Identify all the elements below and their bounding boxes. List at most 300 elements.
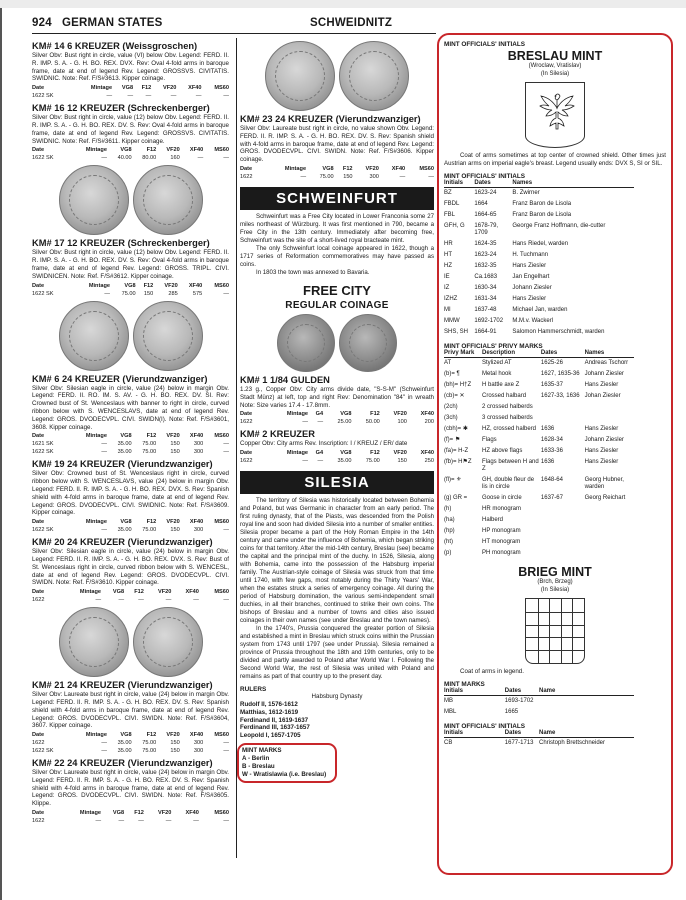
table-cell: — [300,173,307,180]
column-header: VG8 [340,450,352,457]
entry-title: KM# 21 24 KREUZER (Vierundzwanziger) [32,680,213,691]
table-cell: George Franz Hoffmann, die-cutter [512,223,606,229]
paragraph: The territory of Silesia was historically located between Bohemia and Poland, but was Germanic in character from an early period. The first ruling dynasty, that of the Piasts, was descended from the Polish royal line and soon had divided Silesia into a number of smaller entities. Silesia proper became a part of the Holy Roman Empire in the 14th century and came under the influence of Bohemia, which began striking coins for that territory. After the mid-14th century, Breslau (see) became the capital and the principal mint of the duchy. In 1526, Silesia, along with Bohemia, came into the possession of the Habsburg imperial family. The Austrian-style coinage of Silesia was struck from that time until 1740, with few gaps, most notably during the Thirty Years' War, when the estates struck a series of emergency coinage. All during the period of Habsburg domination, the various semi-independent small duchies, in all their branches, continued to strike their own coins. The bishops of Breslau and a number of towns and cities also issued coinages in their own names (see under Breslau and the town names). [240,497,434,625]
column-header: G4 [315,450,324,457]
table-cell: 2 crossed halberds [482,404,533,410]
value-table [240,450,434,465]
coin-obverse-image [59,301,129,371]
table-cell: 1636 [540,426,555,432]
mint-mark: B - Breslau [242,762,275,770]
table-cell: 3 crossed halberds [482,415,533,421]
table-cell: HT [444,252,452,258]
mint-marks-box [237,743,337,783]
coin-obverse-image [59,607,129,677]
column-header: Initials [444,688,505,696]
table-cell: 250 [424,458,434,465]
table-cell: 75.00 [365,458,380,465]
table-cell: Hans Ziesler [584,459,619,465]
table-cell: — [101,449,107,456]
table-header-row [32,85,229,92]
table-cell [585,548,634,559]
table-cell [541,526,585,537]
table-cell: — [193,597,199,604]
column-header: Mintage [284,165,307,172]
table-cell [585,413,634,424]
section-title: GERMAN STATES [61,17,163,29]
table-cell: 35.00 [337,458,352,465]
entry-description: Copper Obv: City arms Rev. Inscription: I / KREUZ / ER/ date [240,440,408,448]
column-header: MS60 [214,589,229,596]
privy-marks-heading: MINT OFFICIALS' PRIVY MARKS [444,343,543,350]
table-cell [541,537,585,548]
table-cell: Franz Baron de Lisola [512,212,572,218]
table-cell: — [223,748,229,755]
shield-grid-line [572,599,573,663]
eagle-coat-of-arms-icon [525,82,585,148]
value-table [32,589,229,604]
header-rule [32,33,436,34]
table-cell: 1664-91 [474,329,497,335]
coin-images [32,607,229,677]
table-row [444,435,634,446]
shield-grid-line [561,599,562,663]
table-cell: Johann Ziesler [584,437,624,443]
column-header: Mintage [286,411,308,418]
table-row [444,210,634,221]
breslau-mint-title: BRESLAU MINT [507,49,603,63]
table-cell: 1624-35 [474,241,497,247]
column-header: VG8 [112,810,125,817]
table-cell: 75.00 [121,290,136,297]
table-row [444,537,634,548]
table-cell: 35.00 [117,748,132,755]
initials-heading: MINT OFFICIALS' INITIALS [444,173,526,180]
breslau-initials-table [444,180,634,338]
coin-obverse-image [59,165,129,235]
table-row [444,457,634,475]
column-header: XF40 [185,589,199,596]
paragraph: Schweinfurt was a Free City located in Lower Franconia some 27 miles northeast of Würzburg. It was first mentioned in 790, became a Free City in the 13th century. Immediately after becoming free, Schweinfurt was the site of a short-lived royal bracteate mint. [240,212,434,244]
table-cell: 100 [397,419,407,426]
table-cell: — [95,597,102,604]
column-header: VF20 [393,411,407,418]
table-cell: 1627, 1635-36 [540,371,580,377]
table-cell [585,504,634,515]
table-row [444,294,634,305]
column-header: Name [539,688,634,696]
table-row [444,358,634,370]
table-cell: Hans Ziesler [512,263,547,269]
table-cell: — [101,527,107,534]
entry-title: KM# 6 24 KREUZER (Vierundzwanziger) [32,373,208,384]
table-cell: Hans Ziesler [584,448,619,454]
table-row [444,548,634,559]
schweinfurt-banner: SCHWEINFURT [240,187,434,210]
column-header: Date [240,165,253,172]
coin-reverse-image [339,314,397,372]
table-cell: 1622 SK [32,748,54,755]
column-header: VF20 [166,433,180,440]
table-cell: 300 [193,748,204,755]
table-cell: 1678-79, 1709 [474,223,499,236]
table-cell: 150 [343,173,353,180]
table-cell: (f)= ⚑ [444,437,461,443]
column-header: XF40 [391,165,406,172]
table-row [32,290,229,298]
table-cell: Flags [482,437,497,443]
table-cell: — [138,818,144,825]
dynasty-label: Habsburg Dynasty [311,693,363,701]
ruler-item: Ferdinand III, 1637-1657 [240,724,310,732]
breslau-alt-names: (Wroclaw, Vratislav) [528,63,582,69]
mint-mark: A - Berlin [242,754,270,762]
table-cell: — [101,155,107,162]
table-cell: — [101,441,107,448]
column-header: Name [539,730,634,738]
column-header: Date [32,282,45,289]
table-row [240,457,434,465]
column-header: VF20 [166,147,180,154]
brieg-coat-description: Coat of arms in legend. [460,668,524,675]
table-header-row [240,166,434,173]
table-cell: 1622 [32,818,45,825]
entry-description: Silver Obv: Bust right in circle, value (12) below Obv. Legend: FERD. II. R. IMP. S. A. - G. H. BO. REX. DV. S. Rev: Oval 4-fold arms in baroque frame, date at end of legend Rev. Legend: GROSS. TRIPL. CIVI. SWIDNICEN. Note: Ref. F/S#3612. Kipper coinage. [32,249,229,280]
table-cell: H. Tuchmann [512,252,549,258]
silesia-history [240,497,434,681]
city-title: SCHWEIDNITZ [310,17,393,29]
column-header: XF40 [189,147,204,154]
table-cell: IZ [444,285,450,291]
table-header-row [32,589,229,596]
table-cell: (g) GR = [444,495,468,501]
table-cell: (fa)= H-Z [444,448,469,454]
table-cell: 1622 [240,419,253,426]
column-header: Dates [505,688,539,696]
column-header: Mintage [286,450,308,457]
breslau-region: (In Silesia) [540,70,570,77]
table-header-row [240,450,434,457]
left-column [32,38,229,825]
table-header-row [444,730,634,738]
table-cell: 1692-1702 [474,318,504,324]
entry-description: Silver Obv: Silesian eagle in circle, value (24) below in margin Obv. Legend: FERD. II. R. IMP. S. A. - G. H. BO. REX. DVX. S. Rev: Bust of St. Wenceslaus right in circle, curved ribbon below with S. WENCESL, date at end of legend Rev. Legend: GROS. DVODECVPL. CIVI. SWIDN. Note: Ref. F/S#3610. Kipper coinage. [32,548,229,587]
table-cell: 40.00 [117,155,132,162]
brieg-alt-names: (Brch, Brzeg) [537,579,573,585]
entry-description: Silver Obv: Laureate bust right in circle, value (24) below in margin Obv. Legend: FERD. II. R. IMP. S. A. - G. H. BO. REX. DV. S. Rev: Spanish shield with 4-fold arms in baroque frame, date at end of legend Rev. Legend: GROS. DVODECVPL. CIVI. SWIDN. Note: Ref. F/S#3604, 3607. Kipper coinage. [32,691,229,730]
table-cell: Stylized AT [482,360,512,366]
table-cell: Hans Ziesler [512,296,547,302]
table-cell: (p) [444,550,452,556]
column-header: F12 [146,147,157,154]
table-cell: Salomon Hammerschmidt, warden [512,329,605,335]
table-cell: 1622 [240,458,253,465]
column-header: Names [585,350,634,358]
column-header: F12 [370,411,380,418]
table-cell [585,515,634,526]
table-cell: HZ [444,263,452,269]
table-row [444,261,634,272]
column-header: XF40 [185,810,199,817]
paragraph: In the 1740's, Prussia conquered the greater portion of Silesia and established a mint in Breslau which struck coins within the Prussian system from 1743 until 1797 (see under Prussia). Silesia remained a province of Prussia throughout the 18th and 19th centuries, only to be divided and partly awarded to Poland after World War I. Following the Second World War, the rest of Silesia was united with Poland and remains as part of that country up to the present day. [240,625,434,681]
table-cell: M.M.v. Wackerl [512,318,554,324]
table-row [32,739,229,747]
column-header: MS60 [214,282,229,289]
entry-title: KM# 17 12 KREUZER (Schreckenberger) [32,238,210,249]
column-header: VG8 [124,282,136,289]
table-cell: 160 [170,155,180,162]
column-header: VF20 [158,810,172,817]
table-cell: 300 [193,441,204,448]
table-cell: (cbh)= ✱ [444,426,468,432]
table-row [444,221,634,239]
column-header: XF40 [189,519,204,526]
table-cell: 1627-33, 1636 [540,393,580,399]
table-cell [585,537,634,548]
table-cell: AT [444,360,452,366]
table-cell: (h) [444,506,452,512]
table-row [444,369,634,380]
silesia-banner: SILESIA [240,471,434,494]
brieg-mint-marks-heading: MINT MARKS [444,680,485,688]
table-cell: GFH, G [444,223,465,229]
table-row [444,424,634,435]
table-cell: 1631-34 [474,296,497,302]
table-cell: B. Zwirner [512,190,540,196]
column-header: Mintage [85,147,107,154]
column-header: Privy Mark [444,350,482,358]
table-cell [541,515,585,526]
table-cell: Halberd [482,517,504,523]
table-cell: (ht) [444,539,453,545]
column-header: F12 [370,450,380,457]
table-cell: 300 [193,449,204,456]
table-cell: — [101,740,107,747]
column-header: VG8 [120,519,132,526]
table-cell: 1665 [504,708,519,715]
entry-title: KM# 14 6 KREUZER (Weissgroschen) [32,41,198,51]
column-header: VG8 [112,589,125,596]
table-cell: — [317,419,324,426]
table-cell: GH, double fleur de lis in circle [482,477,535,490]
column-header: Mintage [85,519,107,526]
table-row [32,596,229,604]
column-header: Mintage [85,732,107,739]
column-header: Date [32,589,45,596]
table-row [444,305,634,316]
schweinfurt-history [240,213,434,277]
ruler-item: Ferdinand II, 1619-1637 [240,716,309,724]
value-table [240,166,434,181]
column-header: Date [32,147,45,154]
table-cell: Jan Engelhart [512,274,550,280]
table-cell: Hans Ziesler [584,382,619,388]
page-number: 924 [32,17,52,29]
table-row [444,515,634,526]
table-cell: IE [444,274,450,280]
table-cell: 150 [170,449,180,456]
table-cell: — [106,93,113,100]
table-row [444,695,634,707]
table-cell: 1677-1713 [504,739,534,746]
entry-title: KM# 2 KREUZER [240,429,315,440]
table-cell: HP monogram [482,528,521,534]
table-cell: 75.00 [142,441,157,448]
table-cell: 1622 SK [32,290,54,297]
table-cell: 200 [424,419,434,426]
table-cell: 300 [369,173,379,180]
column-header: F12 [342,165,353,172]
table-cell: — [165,818,172,825]
table-cell: HZ, crossed halberd [482,426,537,432]
table-cell: PH monogram [482,550,521,556]
entry-description: Silver Obv: Silesian eagle in circle, value (24) below in margin Obv. Legend: FERD. II. RO. IM. S. AV. - G. H. BO. REX. DV. SI. Rev: Crowned bust of St. Wenceslaus with banner to right in circle, curved ribbon below with S. WENCESLAVS, date at end of legend Rev. Legend: GROS. DVODECVPL. CIVI. SWIDN(I). Note: Ref. F/S#3601, 3608. Kipper coinage. [32,384,229,431]
column-header: MS60 [214,433,229,440]
table-row [444,413,634,424]
column-header: G4 [315,411,324,418]
table-cell: (b)= ¶ [444,371,460,377]
entry-description: Silver Obv: Laureate bust right in circle, no value shown Obv. Legend: FERD. II. R. IMP. S. A. - G. H. BO. REX. DV. S. Rev: Spanish shield with 4-fold arms in baroque frame, date at end of legend Rev. Legend: GROS. DVODECVPL. CIVI. SWIDN. Note: Ref. F/S#3606. Kipper coinage. [240,125,434,164]
table-cell: — [223,290,229,297]
table-cell: 1622 SK [32,155,54,162]
entry-title: KM# 19 24 KREUZER (Vierundzwanziger) [32,459,213,470]
table-cell [541,504,585,515]
entry-description: Silver Obv: Crowned bust of St. Wenceslaus right in circle, curved ribbon below with S. WENCESLAVS, value (24) below in margin Obv. Legend: FERD. II. R. IMP. S. A. - G. H. BO. REX. DVX. S. Rev: Spanish shield with 4-fold arms in baroque frame, date at end of legend Rev. Legend: GROS. DVODECVPL. CIVI. SWIDNIC. Note: Ref. F/S#3609. Kipper coinage. [32,470,229,517]
column-header: Date [32,85,45,92]
column-header: VF20 [158,589,172,596]
table-row [444,188,634,200]
value-table [32,433,229,456]
column-header: Mintage [90,85,113,92]
table-cell: 1637-48 [474,307,497,313]
table-row [32,526,229,534]
column-header: VG8 [340,411,352,418]
column-header: Date [240,411,253,418]
coin-images-km23 [240,41,434,111]
table-row [444,316,634,327]
table-row [240,418,434,426]
column-header: VF20 [166,732,180,739]
table-cell: 1625-26 [540,360,563,366]
column-header: VG8 [322,165,334,172]
table-row [444,239,634,250]
column-header: Initials [444,180,474,188]
table-header-row [444,180,634,188]
table-cell: — [145,93,152,100]
coin-images [32,165,229,235]
shield-grid-line [526,650,584,651]
column-header: Initials [444,730,505,738]
table-cell: — [118,597,125,604]
table-cell: — [317,458,324,465]
table-row [444,199,634,210]
table-cell: — [223,527,229,534]
table-cell: MB [444,697,453,704]
table-cell: 1693-1702 [504,697,534,704]
table-row [444,737,634,749]
brieg-initials-heading: MINT OFFICIALS' INITIALS [444,722,526,730]
table-cell: — [118,818,125,825]
table-cell: HZ above flags [482,448,523,454]
value-table [32,147,229,162]
table-cell: — [104,290,110,297]
table-cell: Hans Riedel, warden [512,241,569,247]
column-header: VG8 [120,147,132,154]
table-cell: 75.00 [319,173,334,180]
table-cell: 300 [193,740,204,747]
table-cell: Georg Reichart [584,495,626,501]
coin-reverse-image [133,607,203,677]
table-cell: — [223,740,229,747]
column-header: F12 [141,85,152,92]
table-row [32,448,229,456]
table-row [240,173,434,181]
column-header: MS60 [419,165,434,172]
column-header: XF40 [188,85,202,92]
table-row [444,475,634,493]
entry-description: Silver Obv: Laureate bust right in circle, value (24) below in margin Obv. Legend: FERD. II. R. IMP. S. A. - G. H. BO. REX. DV. S. Rev: Spanish shield with 4-fold arms in baroque frame, date at end of legend Rev. Legend: GROS. DVODECVPL. CIVI. SWIDN. Note: Ref. F/S#3605. Klippe. [32,769,229,808]
table-cell: FBDL [444,201,460,207]
table-cell: 25.00 [337,419,352,426]
entry-description: 1.23 g., Copper Obv: City arms divide date, "S-S-M" (Schweinfurt Stadt Münz) at left, top and right Rev: Denomination "84" in wreath Note: Size varies 17.4 - 17.8mm. [240,385,434,409]
table-row [444,250,634,261]
checkered-coat-of-arms-icon [525,598,585,664]
table-cell: — [127,93,134,100]
table-cell: — [428,173,434,180]
table-cell: (cb)= ✕ [444,393,465,399]
value-table [32,85,229,100]
value-table [240,411,434,426]
table-header-row [32,433,229,440]
entry-title: KM# 22 24 KREUZER (Vierundzwanziger) [32,758,213,769]
table-cell: 1633-36 [540,448,563,454]
table-cell: 1635-37 [540,382,563,388]
column-header: F12 [146,433,157,440]
table-cell: 150 [170,441,180,448]
table-cell: — [193,818,199,825]
table-cell: 150 [170,740,180,747]
table-cell: IZHZ [444,296,458,302]
rulers-list [240,701,434,740]
column-header: VF20 [164,282,178,289]
table-cell: Michael Jan, warden [512,307,568,313]
table-cell: 1622 SK [32,93,54,100]
table-cell: 75.00 [142,740,157,747]
table-cell: — [223,441,229,448]
coin-reverse-image [133,165,203,235]
table-cell: 150 [170,748,180,755]
table-cell: (fl)= ⚜ [444,477,462,483]
table-header-row [444,350,634,358]
table-cell: Goose in circle [482,495,522,501]
table-cell: 50.00 [365,419,380,426]
column-header: VG8 [121,85,134,92]
table-cell: 35.00 [117,527,132,534]
column-header: Mintage [79,810,102,817]
table-header-row [444,688,634,696]
table-cell: — [223,449,229,456]
table-cell: — [223,155,229,162]
table-cell: — [170,93,177,100]
table-cell: — [197,155,204,162]
table-cell: — [223,818,229,825]
table-cell: 35.00 [117,449,132,456]
table-cell [539,707,634,718]
table-cell: FBL [444,212,456,218]
column-header: Mintage [79,589,102,596]
breslau-coat-description: Coat of arms sometimes at top center of crowned shield. Other times just Austrian arms on imperial eagle's breast. Legend usually ends: DVX S, SI or SIL. [444,152,666,167]
table-cell: 75.00 [142,449,157,456]
column-header: F12 [143,282,154,289]
